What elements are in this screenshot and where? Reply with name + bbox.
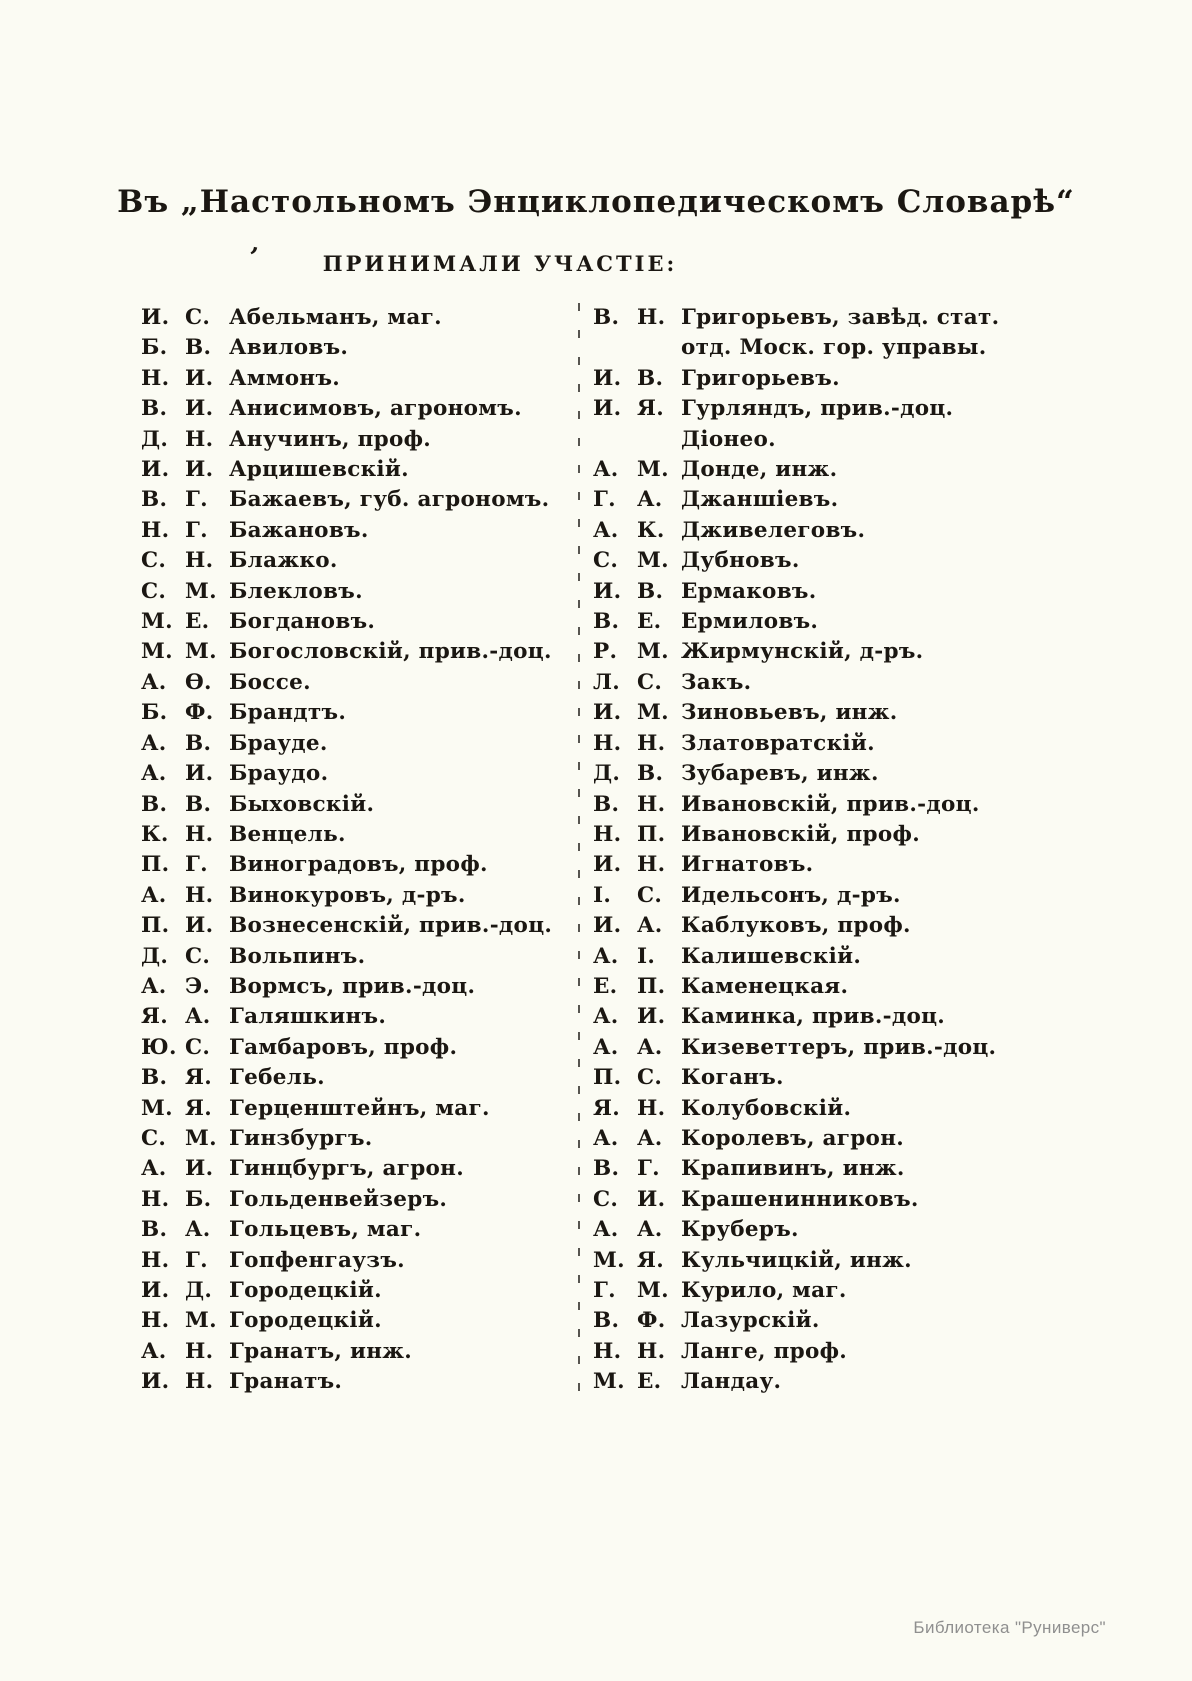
initial-first: С. bbox=[593, 1186, 619, 1212]
contributor-row bbox=[141, 485, 578, 515]
initial-second: К. bbox=[637, 517, 665, 543]
contributor-name: Кизеветтеръ, прив.-доц. bbox=[681, 1034, 997, 1060]
initial-second: М. bbox=[185, 639, 217, 665]
contributor-name: Бажаевъ, губ. агрономъ. bbox=[229, 487, 550, 513]
initial-second: И. bbox=[637, 1186, 666, 1212]
initial-first: Н. bbox=[141, 1186, 170, 1212]
contributor-row bbox=[593, 516, 1038, 546]
initial-first: П. bbox=[141, 852, 170, 878]
contributor-name: Ландау. bbox=[681, 1369, 782, 1395]
contributor-row bbox=[593, 455, 1038, 485]
initial-second: В. bbox=[185, 335, 212, 361]
initial-second: И. bbox=[185, 365, 214, 391]
contributor-row bbox=[141, 1337, 578, 1367]
contributor-name: Богословскій, прив.-доц. bbox=[229, 639, 552, 665]
initial-first: Ю. bbox=[141, 1034, 177, 1060]
initial-second: М. bbox=[185, 578, 217, 604]
initial-first: Н. bbox=[141, 1247, 170, 1273]
contributor-row bbox=[593, 911, 1038, 941]
contributor-row bbox=[593, 759, 1038, 789]
contributor-row bbox=[141, 1154, 578, 1184]
contributor-name: Гинзбургъ. bbox=[229, 1125, 373, 1151]
initial-second: Н. bbox=[637, 1338, 666, 1364]
initial-second: А. bbox=[637, 1217, 663, 1243]
initial-second: Н. bbox=[185, 426, 214, 452]
contributor-row bbox=[141, 516, 578, 546]
contributor-row bbox=[593, 485, 1038, 515]
initial-second: С. bbox=[185, 943, 211, 969]
initial-first: М. bbox=[141, 1095, 173, 1121]
contributor-row bbox=[593, 577, 1038, 607]
initial-first: Е. bbox=[593, 973, 618, 999]
initial-first: М. bbox=[593, 1369, 625, 1395]
contributor-name: Златовратскій. bbox=[681, 730, 875, 756]
right-column bbox=[593, 303, 1038, 1398]
initial-first: Н. bbox=[593, 1338, 622, 1364]
contributor-name: Гранатъ, инж. bbox=[229, 1338, 413, 1364]
initial-second: В. bbox=[185, 730, 212, 756]
contributor-name: Городецкій. bbox=[229, 1278, 382, 1303]
contributor-name: Винокуровъ, д-ръ. bbox=[229, 882, 466, 908]
initial-first: А. bbox=[141, 1156, 167, 1182]
initial-first: Д. bbox=[593, 761, 621, 787]
contributor-name: Аммонъ. bbox=[229, 365, 341, 391]
initial-first: Н. bbox=[141, 365, 170, 391]
contributor-name: Гопфенгаузъ. bbox=[229, 1247, 405, 1273]
initial-second: Г. bbox=[185, 852, 208, 878]
contributor-name: Вознесенскій, прив.-доц. bbox=[229, 913, 553, 939]
initial-second: Н. bbox=[185, 548, 214, 574]
contributor-name: Блажко. bbox=[229, 548, 338, 574]
contributor-name: Ивановскій, проф. bbox=[681, 821, 920, 847]
contributor-name: Дубновъ. bbox=[681, 548, 800, 574]
contributor-row bbox=[141, 942, 578, 972]
contributor-row bbox=[593, 1215, 1038, 1245]
initial-first: А. bbox=[593, 517, 619, 543]
contributor-row bbox=[593, 1154, 1038, 1184]
initial-second: Я. bbox=[637, 396, 665, 422]
initial-first: А. bbox=[593, 457, 619, 483]
initial-second: Ф. bbox=[637, 1308, 666, 1334]
contributor-name-continuation: отд. Моск. гор. управы. bbox=[681, 335, 987, 361]
contributor-row bbox=[141, 850, 578, 880]
contributor-name: Идельсонъ, д-ръ. bbox=[681, 882, 901, 908]
initial-second: И. bbox=[185, 913, 214, 939]
contributor-row bbox=[593, 1367, 1038, 1397]
initial-second: Г. bbox=[185, 1247, 208, 1273]
contributor-name: Каминка, прив.-доц. bbox=[681, 1004, 946, 1030]
initial-second: С. bbox=[637, 882, 663, 908]
contributor-row bbox=[141, 303, 578, 333]
contributor-row bbox=[593, 1185, 1038, 1215]
contributor-row bbox=[593, 790, 1038, 820]
contributor-name: Венцель. bbox=[229, 821, 346, 847]
initial-second: М. bbox=[637, 700, 669, 726]
initial-first: С. bbox=[141, 1125, 167, 1151]
contributor-row bbox=[593, 850, 1038, 880]
contributor-name: Джаншіевъ. bbox=[681, 487, 839, 513]
initial-first: П. bbox=[593, 1065, 622, 1091]
initial-second: М. bbox=[637, 457, 669, 483]
contributor-name: Авиловъ. bbox=[229, 335, 349, 361]
contributor-row bbox=[593, 1124, 1038, 1154]
contributor-name: Бажановъ. bbox=[229, 517, 369, 543]
initial-second: А. bbox=[637, 913, 663, 939]
contributor-name: Крапивинъ, инж. bbox=[681, 1156, 905, 1182]
contributor-row bbox=[141, 668, 578, 698]
page-subtitle: ПРИНИМАЛИ УЧАСТІЕ: bbox=[322, 251, 678, 276]
initial-second: Я. bbox=[185, 1065, 213, 1091]
initial-second: И. bbox=[637, 1004, 666, 1030]
initial-first: В. bbox=[593, 1308, 620, 1334]
initial-second: Е. bbox=[637, 1369, 662, 1395]
initial-first: Р. bbox=[593, 639, 618, 665]
initial-first: Н. bbox=[141, 1308, 170, 1334]
initial-first: А. bbox=[141, 973, 167, 999]
contributor-row bbox=[141, 1033, 578, 1063]
contributor-row bbox=[141, 790, 578, 820]
contributor-name: Анисимовъ, агрономъ. bbox=[229, 396, 522, 422]
initial-first: Г. bbox=[593, 1278, 616, 1303]
initial-second: М. bbox=[637, 639, 669, 665]
contributor-row bbox=[141, 1002, 578, 1032]
contributor-name: Игнатовъ. bbox=[681, 852, 814, 878]
initial-first: Г. bbox=[593, 487, 616, 513]
initial-second: А. bbox=[637, 487, 663, 513]
initial-first: І. bbox=[593, 882, 612, 908]
left-column bbox=[141, 303, 578, 1398]
contributor-row bbox=[141, 820, 578, 850]
initial-second: А. bbox=[185, 1217, 211, 1243]
contributor-name: Блекловъ. bbox=[229, 578, 363, 604]
initial-first: С. bbox=[141, 548, 167, 574]
initial-second: М. bbox=[185, 1125, 217, 1151]
column-divider bbox=[578, 303, 580, 1398]
contributor-row bbox=[593, 1276, 1038, 1306]
contributor-name: Коганъ. bbox=[681, 1065, 784, 1091]
contributor-name: Зубаревъ, инж. bbox=[681, 761, 879, 787]
contributor-name: Григорьевъ. bbox=[681, 365, 840, 391]
initial-second: М. bbox=[637, 548, 669, 574]
initial-first: Л. bbox=[593, 669, 621, 695]
contributor-name: Ивановскій, прив.-доц. bbox=[681, 791, 980, 817]
contributor-row bbox=[141, 698, 578, 728]
contributor-row bbox=[141, 333, 578, 363]
initial-first: Д. bbox=[141, 943, 169, 969]
contributor-name: Курило, маг. bbox=[681, 1278, 847, 1303]
initial-first: И. bbox=[593, 578, 622, 604]
contributor-row bbox=[141, 1185, 578, 1215]
contributor-row bbox=[593, 1094, 1038, 1124]
initial-second: И. bbox=[185, 396, 214, 422]
contributor-name: Григорьевъ, завѣд. стат. bbox=[681, 305, 1000, 330]
contributor-row bbox=[141, 881, 578, 911]
contributor-name: Круберъ. bbox=[681, 1217, 799, 1243]
initial-first: М. bbox=[593, 1247, 625, 1273]
initial-first: И. bbox=[141, 457, 170, 483]
contributor-name: Зиновьевъ, инж. bbox=[681, 700, 898, 726]
initial-second: Н. bbox=[185, 882, 214, 908]
contributor-name: Виноградовъ, проф. bbox=[229, 852, 488, 878]
contributor-row bbox=[593, 1063, 1038, 1093]
contributor-row bbox=[593, 364, 1038, 394]
contributor-row bbox=[141, 607, 578, 637]
initial-first: Н. bbox=[593, 821, 622, 847]
initial-first: С. bbox=[593, 548, 619, 574]
initial-second: Н. bbox=[637, 852, 666, 878]
initial-second: Д. bbox=[185, 1278, 213, 1303]
contributor-name: Городецкій. bbox=[229, 1308, 382, 1334]
contributor-row bbox=[141, 1276, 578, 1306]
contributor-name: Гранатъ. bbox=[229, 1369, 343, 1395]
initial-first: П. bbox=[141, 913, 170, 939]
contributor-name: Быховскій. bbox=[229, 791, 375, 817]
contributor-name: Ермаковъ. bbox=[681, 578, 817, 604]
initial-first: А. bbox=[141, 882, 167, 908]
initial-first: И. bbox=[141, 1369, 170, 1395]
initial-second: И. bbox=[185, 1156, 214, 1182]
contributor-row bbox=[141, 394, 578, 424]
initial-first: А. bbox=[593, 1217, 619, 1243]
initial-second: С. bbox=[637, 669, 663, 695]
contributor-row bbox=[141, 425, 578, 455]
contributor-row bbox=[593, 729, 1038, 759]
contributor-name: Герценштейнъ, маг. bbox=[229, 1095, 490, 1121]
initial-second: Е. bbox=[637, 609, 662, 635]
contributor-name: Калишевскій. bbox=[681, 943, 862, 969]
initial-first: Б. bbox=[141, 335, 168, 361]
contributor-row bbox=[141, 1063, 578, 1093]
initial-second: С. bbox=[185, 1034, 211, 1060]
contributor-name: Браудо. bbox=[229, 761, 329, 787]
initial-second: А. bbox=[637, 1125, 663, 1151]
watermark: Библиотека "Руниверс" bbox=[913, 1618, 1106, 1637]
initial-second: Б. bbox=[185, 1186, 212, 1212]
contributor-name: Гебель. bbox=[229, 1065, 325, 1091]
contributor-name: Боссе. bbox=[229, 669, 311, 695]
initial-first: Я. bbox=[593, 1095, 621, 1121]
contributor-name: Брауде. bbox=[229, 730, 328, 756]
initial-second: М. bbox=[637, 1278, 669, 1303]
scan-artifact-mark: , bbox=[249, 227, 263, 258]
initial-first: А. bbox=[141, 761, 167, 787]
initial-second: Н. bbox=[637, 730, 666, 756]
initial-second: Н. bbox=[637, 305, 666, 330]
contributor-name: Крашенинниковъ. bbox=[681, 1186, 919, 1212]
contributor-row bbox=[593, 1337, 1038, 1367]
initial-second: С. bbox=[185, 305, 211, 330]
contributor-row bbox=[141, 1246, 578, 1276]
contributor-row bbox=[593, 303, 1038, 333]
contributor-row bbox=[141, 729, 578, 759]
contributor-name-continuation: Діонео. bbox=[681, 426, 776, 452]
contributor-row bbox=[593, 881, 1038, 911]
initial-first: Н. bbox=[593, 730, 622, 756]
contributor-row bbox=[141, 1215, 578, 1245]
contributor-name: Абельманъ, маг. bbox=[229, 305, 442, 330]
contributor-row bbox=[593, 942, 1038, 972]
contributor-row bbox=[593, 394, 1038, 424]
initial-second: Я. bbox=[637, 1247, 665, 1273]
initial-second: И. bbox=[185, 761, 214, 787]
contributor-row bbox=[593, 607, 1038, 637]
initial-first: Я. bbox=[141, 1004, 169, 1030]
contributor-row bbox=[593, 1002, 1038, 1032]
initial-first: И. bbox=[141, 1278, 170, 1303]
initial-first: И. bbox=[593, 396, 622, 422]
contributor-name: Донде, инж. bbox=[681, 457, 838, 483]
contributor-name: Брандтъ. bbox=[229, 700, 347, 726]
initial-second: В. bbox=[637, 365, 664, 391]
initial-second: Ѳ. bbox=[185, 669, 212, 695]
initial-first: И. bbox=[141, 305, 170, 330]
contributor-row bbox=[593, 1246, 1038, 1276]
initial-first: И. bbox=[593, 852, 622, 878]
initial-first: С. bbox=[141, 578, 167, 604]
initial-first: Д. bbox=[141, 426, 169, 452]
contributor-name: Гольцевъ, маг. bbox=[229, 1217, 422, 1243]
contributor-name: Дживелеговъ. bbox=[681, 517, 866, 543]
contributor-row bbox=[141, 1094, 578, 1124]
initial-first: М. bbox=[141, 639, 173, 665]
contributor-name: Арцишевскій. bbox=[229, 457, 409, 483]
contributor-row bbox=[593, 668, 1038, 698]
initial-second: Г. bbox=[185, 517, 208, 543]
contributor-row bbox=[141, 577, 578, 607]
initial-second: В. bbox=[637, 578, 664, 604]
initial-first: А. bbox=[141, 1338, 167, 1364]
contributor-row bbox=[141, 1306, 578, 1336]
initial-second: Н. bbox=[185, 1338, 214, 1364]
contributor-name: Ланге, проф. bbox=[681, 1338, 848, 1364]
contributor-name: Гольденвейзеръ. bbox=[229, 1186, 448, 1212]
initial-first: В. bbox=[141, 1065, 168, 1091]
initial-first: В. bbox=[593, 791, 620, 817]
initial-second: М. bbox=[185, 1308, 217, 1334]
initial-second: В. bbox=[185, 791, 212, 817]
initial-second: Е. bbox=[185, 609, 210, 635]
initial-second: Г. bbox=[185, 487, 208, 513]
contributor-row bbox=[141, 455, 578, 485]
contributor-name: Кульчицкій, инж. bbox=[681, 1247, 912, 1273]
initial-second: С. bbox=[637, 1065, 663, 1091]
initial-first: А. bbox=[141, 669, 167, 695]
contributor-name: Лазурскій. bbox=[681, 1308, 820, 1334]
initial-first: В. bbox=[141, 396, 168, 422]
initial-first: А. bbox=[141, 730, 167, 756]
contributor-list bbox=[141, 303, 1038, 1398]
initial-second: Э. bbox=[185, 973, 211, 999]
contributor-name: Колубовскій. bbox=[681, 1095, 852, 1121]
contributor-name: Богдановъ. bbox=[229, 609, 376, 635]
initial-first: М. bbox=[141, 609, 173, 635]
initial-first: И. bbox=[593, 913, 622, 939]
initial-second: Н. bbox=[637, 791, 666, 817]
initial-first: В. bbox=[141, 791, 168, 817]
contributor-row bbox=[141, 759, 578, 789]
contributor-row bbox=[141, 637, 578, 667]
initial-second: Н. bbox=[185, 1369, 214, 1395]
contributor-name: Гамбаровъ, проф. bbox=[229, 1034, 458, 1060]
contributor-row bbox=[141, 364, 578, 394]
contributor-name: Гинцбургъ, агрон. bbox=[229, 1156, 464, 1182]
initial-first: Б. bbox=[141, 700, 168, 726]
contributor-name: Анучинъ, проф. bbox=[229, 426, 432, 452]
initial-first: И. bbox=[593, 365, 622, 391]
contributor-row bbox=[593, 1033, 1038, 1063]
contributor-row bbox=[141, 546, 578, 576]
initial-second: Ф. bbox=[185, 700, 214, 726]
initial-first: В. bbox=[593, 1156, 620, 1182]
initial-first: А. bbox=[593, 943, 619, 969]
initial-first: А. bbox=[593, 1034, 619, 1060]
initial-second: Н. bbox=[185, 821, 214, 847]
contributor-name: Жирмунскій, д-ръ. bbox=[681, 639, 924, 665]
contributor-row bbox=[593, 972, 1038, 1002]
initial-second: Я. bbox=[185, 1095, 213, 1121]
initial-first: В. bbox=[593, 609, 620, 635]
initial-first: И. bbox=[593, 700, 622, 726]
initial-second: П. bbox=[637, 821, 666, 847]
contributor-row bbox=[593, 1306, 1038, 1336]
initial-second: Н. bbox=[637, 1095, 666, 1121]
contributor-row bbox=[141, 1367, 578, 1397]
initial-second: А. bbox=[185, 1004, 211, 1030]
contributor-row bbox=[593, 698, 1038, 728]
initial-first: Н. bbox=[141, 517, 170, 543]
initial-second: И. bbox=[185, 457, 214, 483]
contributor-row bbox=[593, 820, 1038, 850]
contributor-name: Гурляндъ, прив.-доц. bbox=[681, 396, 954, 422]
contributor-name: Каменецкая. bbox=[681, 973, 849, 999]
initial-first: А. bbox=[593, 1125, 619, 1151]
initial-second: П. bbox=[637, 973, 666, 999]
contributor-name: Вольпинъ. bbox=[229, 943, 366, 969]
initial-second: А. bbox=[637, 1034, 663, 1060]
page-title: Въ „Настольномъ Энциклопедическомъ Словарѣ“ bbox=[117, 184, 1075, 220]
initial-first: В. bbox=[593, 305, 620, 330]
contributor-row bbox=[141, 1124, 578, 1154]
contributor-row bbox=[593, 546, 1038, 576]
contributor-row bbox=[141, 972, 578, 1002]
contributor-name: Вормсъ, прив.-доц. bbox=[229, 973, 476, 999]
initial-first: К. bbox=[141, 821, 169, 847]
initial-first: А. bbox=[593, 1004, 619, 1030]
initial-second: В. bbox=[637, 761, 664, 787]
contributor-name: Королевъ, агрон. bbox=[681, 1125, 905, 1151]
contributor-name: Закъ. bbox=[681, 669, 752, 695]
contributor-name: Каблуковъ, проф. bbox=[681, 913, 911, 939]
initial-second: І. bbox=[637, 943, 656, 969]
initial-first: В. bbox=[141, 1217, 168, 1243]
contributor-row bbox=[141, 911, 578, 941]
initial-first: В. bbox=[141, 487, 168, 513]
contributor-name: Галяшкинъ. bbox=[229, 1004, 387, 1030]
initial-second: Г. bbox=[637, 1156, 660, 1182]
contributor-row bbox=[593, 637, 1038, 667]
contributor-name: Ермиловъ. bbox=[681, 609, 819, 635]
